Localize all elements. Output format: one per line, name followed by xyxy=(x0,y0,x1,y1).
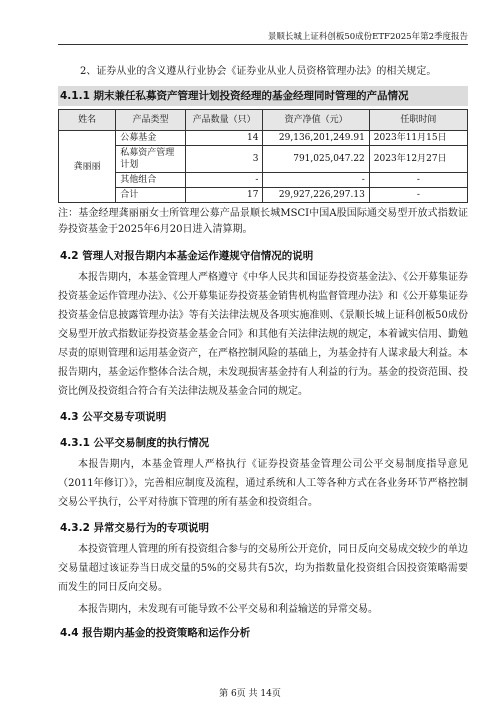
section-4-2-title: 4.2 管理人对报告期内本基金运作遵规守信情况的说明 xyxy=(60,250,314,262)
table-row xyxy=(59,131,468,146)
col-nav: 资产净值（元） xyxy=(263,110,369,131)
section-4-2-body: 本报告期内，本基金管理人严格遵守《中华人民共和国证券投资基金法》、《公开募集证券投资基金运作管理办法》、《公开募集证券投资基金销售机构监督管理办法》和《公开募集证券投资基金信息披露管理办法》等有关法律法规及各项实施准则、《景顺长城上证科创板50成份交易型开放式指数证券投资基金基金合同》和其他有关法律法规的规定，本着诚实信用、勤勉尽责的原则管理和运用基金资产，在严格控制风险的基础上，为基金持有人谋求最大利益。本报告期内，基金运作整体合法合规，未发现损害基金持有人利益的行为。基金的投资范围、投资比例及投资组合符合有关法律法规及基金合同的规定。 xyxy=(58,272,468,397)
row-count: - xyxy=(185,173,263,188)
page-footer xyxy=(0,686,500,699)
row-type: 其他组合 xyxy=(116,173,186,188)
col-count: 产品数量（只） xyxy=(185,110,263,131)
header-title: 景顺长城上证科创板50成份ETF2025年第2季度报告 xyxy=(267,32,468,42)
row-date: 2023年11月15日 xyxy=(369,131,467,146)
page-content xyxy=(58,62,468,643)
section-4-3-2-body1: 本投资管理人管理的所有投资组合参与的交易所公开竞价，同日反向交易成交较少的单边交易量超过该证券当日成交量的5%的交易共有5次，均为指数量化投资组合因投资策略需要而发生的同日反向交易。 xyxy=(58,544,468,593)
row-count: 3 xyxy=(185,146,263,173)
row-nav: 29,136,201,249.91 xyxy=(263,131,369,146)
row-nav: 791,025,047.22 xyxy=(263,146,369,173)
row-nav: - xyxy=(263,173,369,188)
section-4-1-1-title: 4.1.1 期末兼任私募资产管理计划投资经理的基金经理同时管理的产品情况 xyxy=(58,86,468,106)
row-date: - xyxy=(369,173,467,188)
manager-name: 龚丽丽 xyxy=(59,131,116,203)
table-header-row xyxy=(59,110,468,131)
row-date: - xyxy=(369,188,467,203)
section-4-4-title: 4.4 报告期内基金的投资策略和运作分析 xyxy=(60,627,251,639)
page-number: 第 6页 共 14页 xyxy=(219,689,281,699)
section-4-3-2-body2: 本报告期内，未发现有可能导致不公平交易和利益输送的异常交易。 xyxy=(78,604,378,615)
intro-item: 2、证券从业的含义遵从行业协会《证券业从业人员资格管理办法》的相关规定。 xyxy=(80,66,437,77)
product-table xyxy=(58,109,468,203)
row-count: 17 xyxy=(185,188,263,203)
col-type: 产品类型 xyxy=(116,110,186,131)
col-name: 姓名 xyxy=(59,110,116,131)
row-type: 合计 xyxy=(116,188,186,203)
row-type: 私募资产管理计划 xyxy=(116,146,186,173)
row-type: 公募基金 xyxy=(116,131,186,146)
row-count: 14 xyxy=(185,131,263,146)
page-header xyxy=(58,30,468,45)
table-note: 注：基金经理龚丽丽女士所管理公募产品景顺长城MSCI中国A股国际通交易型开放式指数证券投资基金于2025年6月20日进入清算期。 xyxy=(58,208,468,235)
section-4-3-title: 4.3 公平交易专项说明 xyxy=(60,411,167,423)
table-row xyxy=(59,188,468,203)
section-4-3-1-title: 4.3.1 公平交易制度的执行情况 xyxy=(60,437,210,449)
table-row xyxy=(59,173,468,188)
section-4-3-1-body: 本报告期内，本基金管理人严格执行《证券投资基金管理公司公平交易制度指导意见（2011年修订）》，完善相应制度及流程，通过系统和人工等各种方式在各业务环节严格控制交易公平执行，公平对待旗下管理的所有基金和投资组合。 xyxy=(58,459,468,508)
table-row xyxy=(59,146,468,173)
row-date: 2023年12月27日 xyxy=(369,146,467,173)
section-4-3-2-title: 4.3.2 异常交易行为的专项说明 xyxy=(60,522,210,534)
row-nav: 29,927,226,297.13 xyxy=(263,188,369,203)
col-date: 任职时间 xyxy=(369,110,467,131)
